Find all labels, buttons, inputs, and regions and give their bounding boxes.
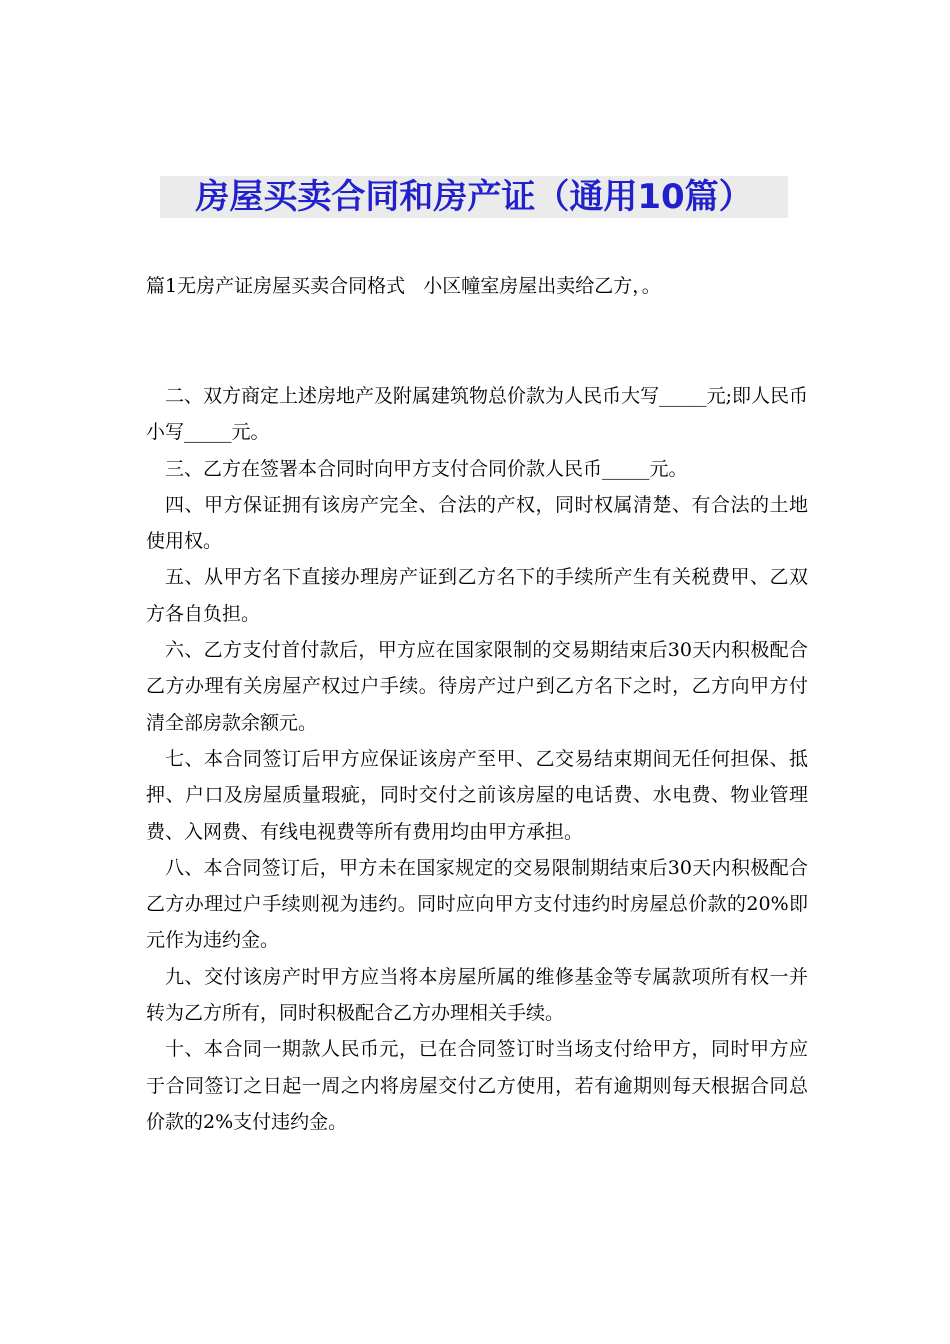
clause-6: 六、乙方支付首付款后，甲方应在国家限制的交易期结束后30天内积极配合乙方办理有关房屋产权过户手续。待房产过户到乙方名下之时，乙方向甲方付清全部房款余额元。 — [146, 639, 808, 734]
title-highlight — [160, 176, 788, 218]
clause-4: 四、甲方保证拥有该房产完全、合法的产权，同时权属清楚、有合法的土地使用权。 — [146, 493, 808, 553]
document-title: 房屋买卖合同和房产证（通用10篇） — [195, 177, 753, 217]
clause-10: 十、本合同一期款人民币元，已在合同签订时当场支付给甲方，同时甲方应于合同签订之日起一周之内将房屋交付乙方使用，若有逾期则每天根据合同总价款的2%支付违约金。 — [146, 1038, 808, 1133]
clause-5: 五、从甲方名下直接办理房产证到乙方名下的手续所产生有关税费甲、乙双方各自负担。 — [146, 566, 808, 625]
intro-line: 篇1无房产证房屋买卖合同格式 小区幢室房屋出卖给乙方，。 — [146, 275, 661, 297]
clause-2: 二、双方商定上述房地产及附属建筑物总价款为人民币大写_____元;即人民币小写_____元。 — [146, 385, 808, 444]
clause-7: 七、本合同签订后甲方应保证该房产至甲、乙交易结束期间无任何担保、抵押、户口及房屋质量瑕疵，同时交付之前该房屋的电话费、水电费、物业管理费、入网费、有线电视费等所有费用均由甲方承担。 — [146, 747, 808, 843]
clause-9: 九、交付该房产时甲方应当将本房屋所属的维修基金等专属款项所有权一并转为乙方所有，同时积极配合乙方办理相关手续。 — [146, 965, 808, 1025]
clause-3: 三、乙方在签署本合同时向甲方支付合同价款人民币_____元。 — [165, 457, 688, 480]
contract-body — [146, 378, 808, 1140]
clause-8: 八、本合同签订后，甲方未在国家规定的交易限制期结束后30天内积极配合乙方办理过户手续则视为违约。同时应向甲方支付违约时房屋总价款的20%即元作为违约金。 — [146, 856, 808, 952]
